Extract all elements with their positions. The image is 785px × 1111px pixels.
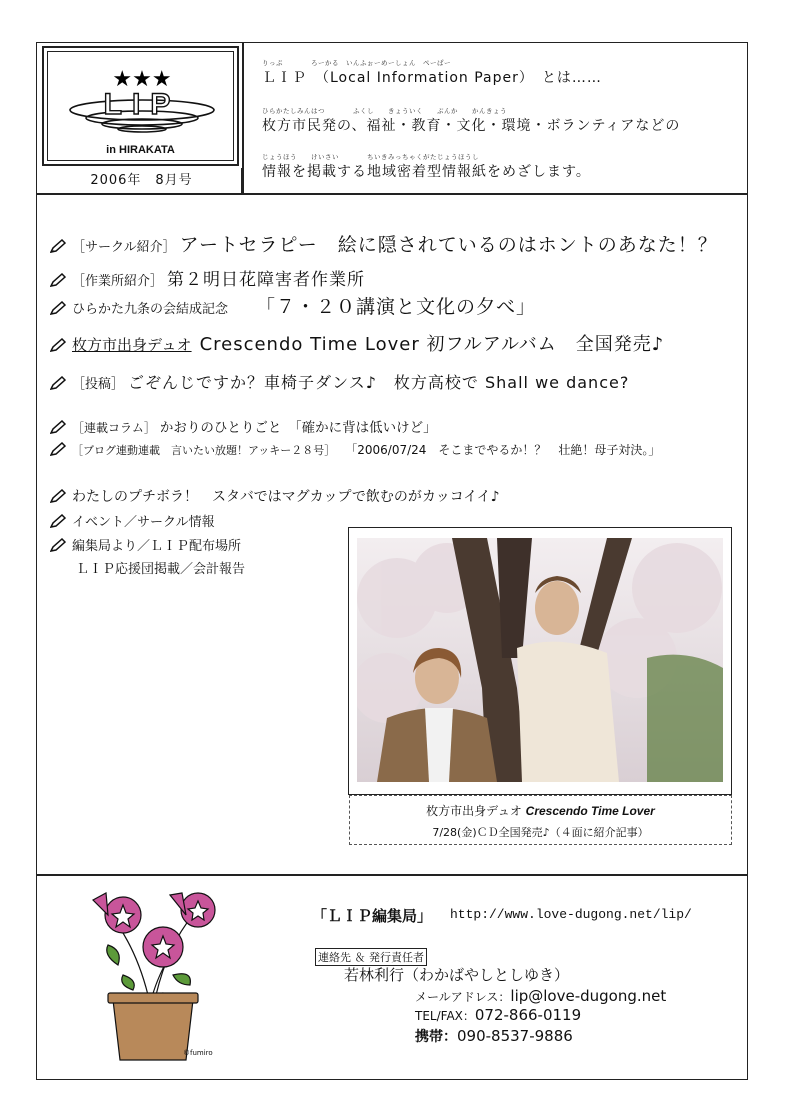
footer-top-rule — [36, 874, 748, 876]
pencil-icon — [50, 239, 66, 253]
contents-item-event — [50, 511, 215, 530]
header-bottom-rule — [36, 193, 748, 195]
item-tag: ［連載コラム］ — [72, 421, 156, 435]
contents-item-workshop — [50, 265, 365, 290]
contents-item-editorial — [50, 535, 241, 554]
logo-text: LIP — [103, 88, 181, 121]
email-line — [415, 987, 666, 1005]
logo-inner-border — [47, 51, 234, 161]
pencil-icon — [50, 420, 66, 434]
contents-item-dance — [50, 370, 629, 393]
pencil-icon — [50, 514, 66, 528]
footer-url[interactable]: http://www.love-dugong.net/lip/ — [450, 907, 692, 922]
editor-name: 若林利行（わかばやしとしゆき） — [344, 966, 570, 984]
item-title: 第２明日花障害者作業所 — [167, 270, 366, 290]
item-title: かおりのひとりごと 「確かに背は低いけど」 — [159, 420, 437, 436]
caption-prefix: 枚方市出身デュオ — [426, 804, 522, 818]
issue-date: 2006年 8月号 — [42, 168, 242, 194]
item-tag: ［ブログ連動連載 言いたい放題！アッキー２８号］ — [72, 444, 336, 457]
mobile-label: 携帯： — [415, 1029, 457, 1045]
tel-line — [415, 1006, 581, 1024]
pencil-icon — [50, 376, 66, 390]
item-title: ごぞんじですか？車椅子ダンス♪ 枚方高校で Shall we dance? — [128, 373, 630, 392]
intro-ruby-2: ひらかたしみんはつ ふくし きょういく ぶんか かんきょう — [262, 107, 507, 115]
tel-label: TEL/FAX： — [415, 1009, 475, 1023]
contents-item-puchibora — [50, 486, 500, 506]
pencil-icon — [50, 442, 66, 456]
item-tag: ひらかた九条の会結成記念 — [72, 302, 229, 317]
item-tag: 枚方市出身デュオ — [72, 336, 192, 354]
caption-duo-name: Crescendo Time Lover — [525, 804, 655, 818]
item-title: 「７・２０講演と文化の夕べ」 — [256, 296, 537, 318]
contents-item-circle — [50, 230, 718, 257]
email-label: メールアドレス： — [415, 990, 511, 1004]
item-title: Crescendo Time Lover 初フルアルバム 全国発売♪ — [199, 334, 665, 355]
footer-title: 「ＬＩＰ編集局」 — [312, 907, 433, 925]
item-title: イベント／サークル情報 — [72, 515, 215, 530]
item-title: わたしのプチボラ！ スタバではマグカップで飲むのがカッコイイ♪ — [72, 489, 500, 505]
contents-item-kyujo — [50, 292, 536, 319]
contents-item-duo — [50, 330, 664, 356]
email-value[interactable]: lip@love-dugong.net — [510, 987, 667, 1005]
photo-caption — [349, 795, 732, 845]
item-tag: ［サークル紹介］ — [72, 240, 176, 255]
intro-line-2: 枚方市民発の、福祉・教育・文化・環境・ボランティアなどの — [262, 118, 681, 134]
pencil-icon — [50, 489, 66, 503]
contents-item-blog — [50, 440, 660, 458]
pencil-icon — [50, 301, 66, 315]
masthead-divider — [242, 42, 244, 194]
morning-glory-illustration — [78, 885, 228, 1065]
pencil-icon — [50, 338, 66, 352]
pencil-icon — [50, 273, 66, 287]
item-title: 編集局より／ＬＩＰ配布場所 — [72, 539, 242, 554]
intro-line-1: ＬＩＰ （Local Information Paper） とは…… — [262, 70, 602, 86]
item-title: 「2006/07/24 そこまでやるか！？ 壮絶！母子対決。」 — [345, 443, 661, 457]
duo-photo — [357, 538, 723, 782]
caption-line-1 — [350, 802, 731, 819]
pencil-icon — [50, 538, 66, 552]
item-title: ＬＩＰ応援団掲載／会計報告 — [76, 562, 246, 577]
item-tag: ［投稿］ — [72, 377, 125, 392]
logo-box — [42, 46, 239, 166]
intro-ruby-3: じょうほう けいさい ちいきみっちゃくがたじょうほうし — [262, 153, 479, 161]
contents-item-column — [50, 416, 437, 436]
mobile-value: 090-8537-9886 — [457, 1027, 573, 1045]
mobile-line — [415, 1026, 573, 1046]
tel-value: 072-866-0119 — [474, 1006, 582, 1024]
contents-item-support — [76, 558, 245, 577]
contact-label: 連絡先 ＆ 発行責任者 — [315, 948, 427, 966]
item-title: アートセラピー 絵に隠されているのはホントのあなた！？ — [179, 234, 718, 256]
intro-line-3: 情報を掲載する地域密着型情報紙をめざします。 — [262, 164, 591, 180]
caption-line-2: 7/28(金)ＣＤ全国発売♪（４面に紹介記事） — [432, 826, 649, 839]
illustration-credit: ©fumiro — [183, 1049, 213, 1057]
logo-stars: ★★★ — [112, 67, 172, 92]
item-tag: ［作業所紹介］ — [72, 274, 164, 289]
intro-ruby-1: りっぷ ろーかる いんふぉーめーしょん ぺーぱー — [262, 59, 451, 67]
logo-subtitle: in HIRAKATA — [106, 144, 175, 156]
